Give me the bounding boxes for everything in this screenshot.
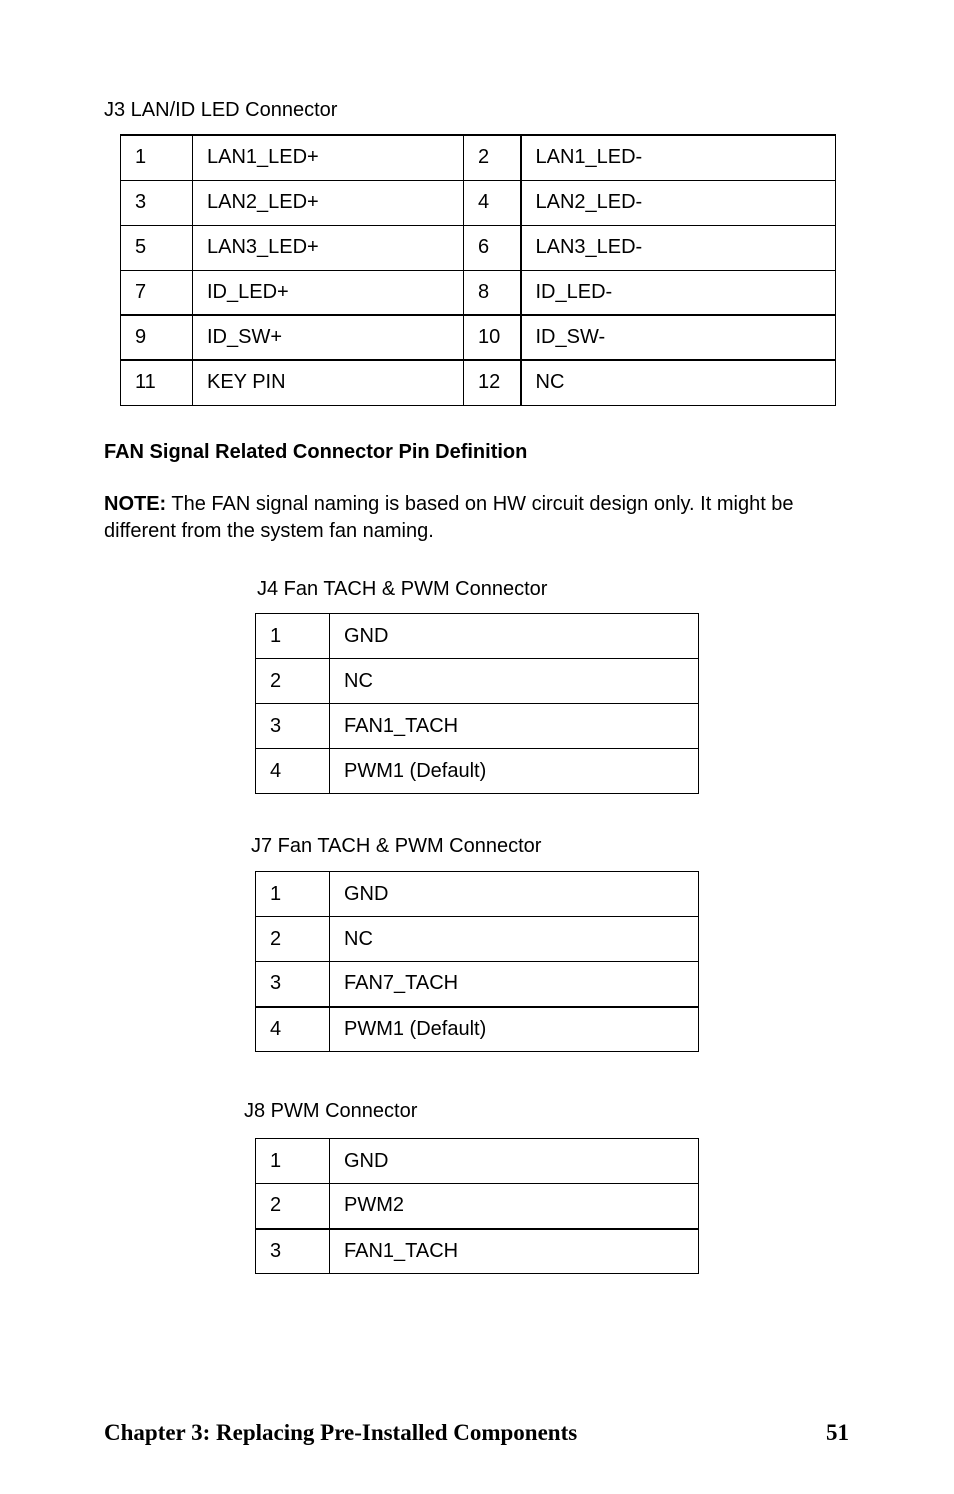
- pin-signal: PWM2: [330, 1184, 699, 1229]
- fan-naming-note: [104, 491, 844, 545]
- pin-number: 8: [464, 270, 521, 315]
- j8-caption: J8 PWM Connector: [244, 1100, 418, 1122]
- pin-signal: LAN1_LED-: [521, 135, 836, 180]
- table-row: [256, 872, 699, 917]
- pin-number: 5: [121, 225, 193, 270]
- pin-signal: LAN2_LED+: [193, 180, 464, 225]
- pin-number: 11: [121, 360, 193, 405]
- pin-signal: NC: [330, 917, 699, 962]
- table-row: [121, 360, 836, 405]
- pin-number: 4: [256, 1007, 330, 1052]
- table-row: [121, 135, 836, 180]
- pin-signal: GND: [330, 1139, 699, 1184]
- fan-section-heading: FAN Signal Related Connector Pin Definition: [104, 441, 528, 463]
- j3-caption: J3 LAN/ID LED Connector: [104, 99, 338, 121]
- pin-number: 7: [121, 270, 193, 315]
- pin-signal: FAN1_TACH: [330, 704, 699, 749]
- pin-number: 2: [256, 1184, 330, 1229]
- table-row: [256, 659, 699, 704]
- table-row: [256, 962, 699, 1007]
- pin-number: 1: [256, 1139, 330, 1184]
- pin-signal: GND: [330, 614, 699, 659]
- table-row: [121, 270, 836, 315]
- table-row: [256, 1139, 699, 1184]
- pin-signal: FAN1_TACH: [330, 1229, 699, 1274]
- pin-number: 2: [464, 135, 521, 180]
- pin-signal: ID_SW-: [521, 315, 836, 360]
- pin-signal: FAN7_TACH: [330, 962, 699, 1007]
- pin-signal: ID_LED+: [193, 270, 464, 315]
- pin-signal: GND: [330, 872, 699, 917]
- pin-signal: PWM1 (Default): [330, 749, 699, 794]
- table-row: [121, 225, 836, 270]
- pin-number: 3: [256, 962, 330, 1007]
- note-label: NOTE:: [104, 493, 167, 515]
- pin-signal: ID_SW+: [193, 315, 464, 360]
- pin-number: 1: [256, 872, 330, 917]
- pin-signal: LAN2_LED-: [521, 180, 836, 225]
- j7-caption: J7 Fan TACH & PWM Connector: [251, 835, 542, 857]
- pin-number: 1: [256, 614, 330, 659]
- note-text: The FAN signal naming is based on HW circuit design only. It might be different from the system fan naming.: [104, 493, 794, 542]
- pin-number: 2: [256, 917, 330, 962]
- pin-signal: LAN3_LED-: [521, 225, 836, 270]
- table-row: [256, 614, 699, 659]
- j4-caption: J4 Fan TACH & PWM Connector: [257, 578, 548, 600]
- pin-signal: NC: [330, 659, 699, 704]
- table-row: [256, 1007, 699, 1052]
- pin-number: 3: [121, 180, 193, 225]
- j8-pin-table: [255, 1138, 699, 1274]
- pin-number: 3: [256, 1229, 330, 1274]
- pin-number: 1: [121, 135, 193, 180]
- footer-chapter-title: Chapter 3: Replacing Pre-Installed Components: [104, 1420, 578, 1445]
- table-row: [256, 749, 699, 794]
- pin-number: 4: [464, 180, 521, 225]
- table-row: [121, 315, 836, 360]
- pin-number: 6: [464, 225, 521, 270]
- pin-number: 12: [464, 360, 521, 405]
- footer-page-number: 51: [826, 1420, 849, 1445]
- pin-number: 10: [464, 315, 521, 360]
- pin-number: 3: [256, 704, 330, 749]
- table-row: [256, 917, 699, 962]
- pin-number: 2: [256, 659, 330, 704]
- table-row: [121, 180, 836, 225]
- pin-signal: LAN3_LED+: [193, 225, 464, 270]
- pin-number: 4: [256, 749, 330, 794]
- j7-pin-table: [255, 871, 699, 1052]
- pin-signal: NC: [521, 360, 836, 405]
- j4-pin-table: [255, 613, 699, 794]
- pin-signal: PWM1 (Default): [330, 1007, 699, 1052]
- pin-number: 9: [121, 315, 193, 360]
- table-row: [256, 1184, 699, 1229]
- table-row: [256, 704, 699, 749]
- pin-signal: LAN1_LED+: [193, 135, 464, 180]
- pin-signal: ID_LED-: [521, 270, 836, 315]
- j3-pin-table: [120, 134, 836, 406]
- pin-signal: KEY PIN: [193, 360, 464, 405]
- table-row: [256, 1229, 699, 1274]
